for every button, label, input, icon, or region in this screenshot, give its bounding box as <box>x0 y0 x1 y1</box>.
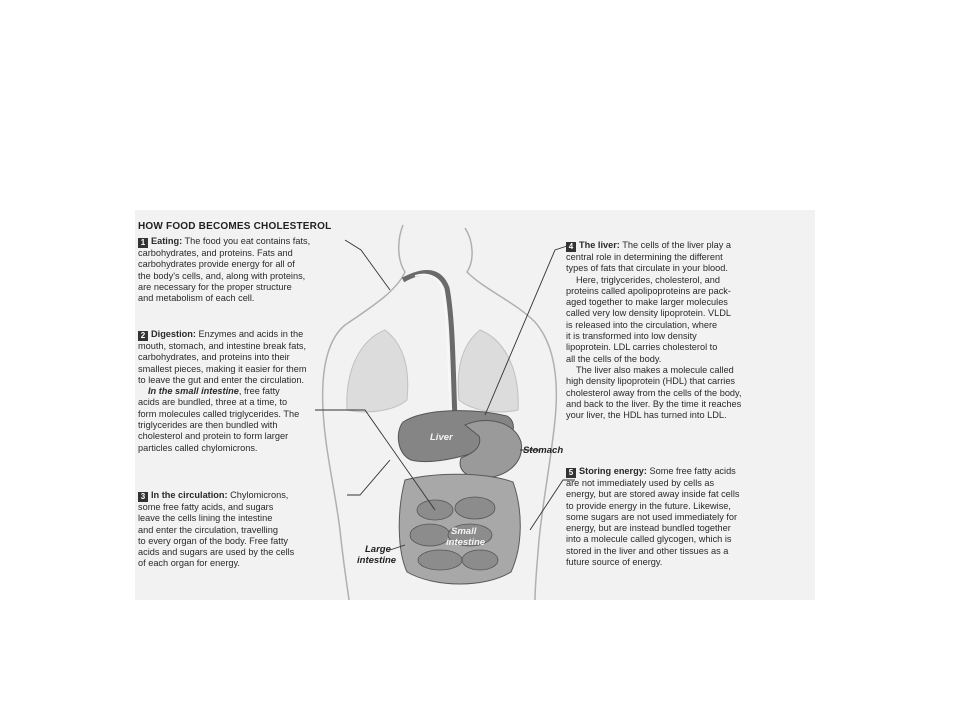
step-line: and back to the liver. By the time it reaches <box>566 398 742 409</box>
step-line: high density lipoprotein (HDL) that carries <box>566 376 736 387</box>
step-line: acids and sugars are used by the cells <box>138 547 295 558</box>
large-intestine-label-1: Large <box>365 544 391 555</box>
step-3-text <box>138 490 368 570</box>
step-line: cholesterol and protein to form larger <box>138 431 289 442</box>
step-line: stored in the liver and other tissues as a <box>566 545 729 556</box>
step-line: are not immediately used by cells as <box>566 478 715 488</box>
step-2-number: 2 <box>138 331 148 341</box>
step-line: to leave the gut and enter the circulation. <box>138 374 304 385</box>
step-line: Some free fatty acids <box>649 466 736 476</box>
step-line: , free fatty <box>238 386 280 397</box>
step-5-number: 5 <box>566 468 576 478</box>
step-2-heading: Digestion: <box>151 329 196 339</box>
step-line: mouth, stomach, and intestine break fats, <box>138 341 307 351</box>
step-line: The liver also makes a molecule called <box>576 364 734 375</box>
step-line: Enzymes and acids in the <box>198 329 304 339</box>
figure-title: HOW FOOD BECOMES CHOLESTEROL <box>138 221 332 232</box>
step-line: into a molecule called glycogen, which is <box>566 534 732 545</box>
step-line: is released into the circulation, where <box>566 319 718 330</box>
stomach-label: Stomach <box>523 445 564 456</box>
small-intestine-subheading: In the small intestine <box>148 386 239 397</box>
step-line: form molecules called triglycerides. The <box>138 408 300 419</box>
small-intestine-label-1: Small <box>451 526 477 537</box>
step-line: the body's cells, and, along with proteins, <box>138 270 306 281</box>
step-line: called very low density lipoprotein. VLDL <box>566 308 731 319</box>
step-line: cholesterol away from the cells of the body, <box>566 387 742 398</box>
step-line: are necessary for the proper structure <box>138 281 292 292</box>
step-line: acids are bundled, three at a time, to <box>138 397 288 408</box>
step-line: particles called chylomicrons. <box>138 442 258 453</box>
step-line: triglycerides are then bundled with <box>138 420 278 431</box>
step-line: Here, triglycerides, cholesterol, and <box>576 274 721 285</box>
step-line: to every organ of the body. Free fatty <box>138 535 288 546</box>
step-line: all the cells of the body. <box>566 353 662 364</box>
large-intestine-label-2: intestine <box>357 555 397 566</box>
step-4-number: 4 <box>566 242 576 252</box>
step-line: to provide energy in the future. Likewise, <box>566 500 731 511</box>
step-line: some sugars are not used immediately for <box>566 511 738 522</box>
step-line: types of fats that circulate in your blood. <box>566 263 728 274</box>
step-3-number: 3 <box>138 492 148 502</box>
step-line: it is transformed into low density <box>566 331 697 342</box>
step-line: lipoprotein. LDL carries cholesterol to <box>566 342 718 353</box>
step-1-number: 1 <box>138 238 148 248</box>
step-line: Chylomicrons, <box>230 490 289 500</box>
step-line: carbohydrates provide energy for all of <box>138 259 295 270</box>
step-line: some free fatty acids, and sugars <box>138 502 274 512</box>
step-line: energy, but are stored away inside fat cells <box>566 489 740 500</box>
small-intestine-label-2: intestine <box>446 537 486 548</box>
step-line: future source of energy. <box>566 557 663 568</box>
liver-label: Liver <box>430 432 453 443</box>
step-line: energy, but are instead bundled together <box>566 523 731 534</box>
step-line: smallest pieces, making it easier for them <box>138 363 307 374</box>
step-line: carbohydrates, and proteins. Fats and <box>138 248 293 258</box>
step-line: of each organ for energy. <box>138 558 240 569</box>
step-4-heading: The liver: <box>579 240 620 250</box>
esophagus-arrow <box>415 275 451 415</box>
step-3-heading: In the circulation: <box>151 490 228 500</box>
step-line: central role in determining the different <box>566 252 723 262</box>
step-1-heading: Eating: <box>151 236 183 246</box>
step-line: The cells of the liver play a <box>622 240 732 250</box>
step-2-text <box>138 329 368 454</box>
step-line: carbohydrates, and proteins into their <box>138 352 290 363</box>
step-1-text <box>138 236 368 304</box>
step-5-heading: Storing energy: <box>579 466 647 476</box>
step-line: proteins called apolipoproteins are pack- <box>566 285 731 296</box>
step-line: your liver, the HDL has turned into LDL. <box>566 410 727 421</box>
step-5-text <box>566 466 806 568</box>
step-line: and metabolism of each cell. <box>138 293 255 304</box>
step-4-text <box>566 240 806 421</box>
step-line: The food you eat contains fats, <box>184 236 311 246</box>
step-line: aged together to make larger molecules <box>566 297 728 308</box>
right-lung <box>458 330 518 412</box>
step-line: and enter the circulation, travelling <box>138 524 278 535</box>
step-line: leave the cells lining the intestine <box>138 513 273 524</box>
